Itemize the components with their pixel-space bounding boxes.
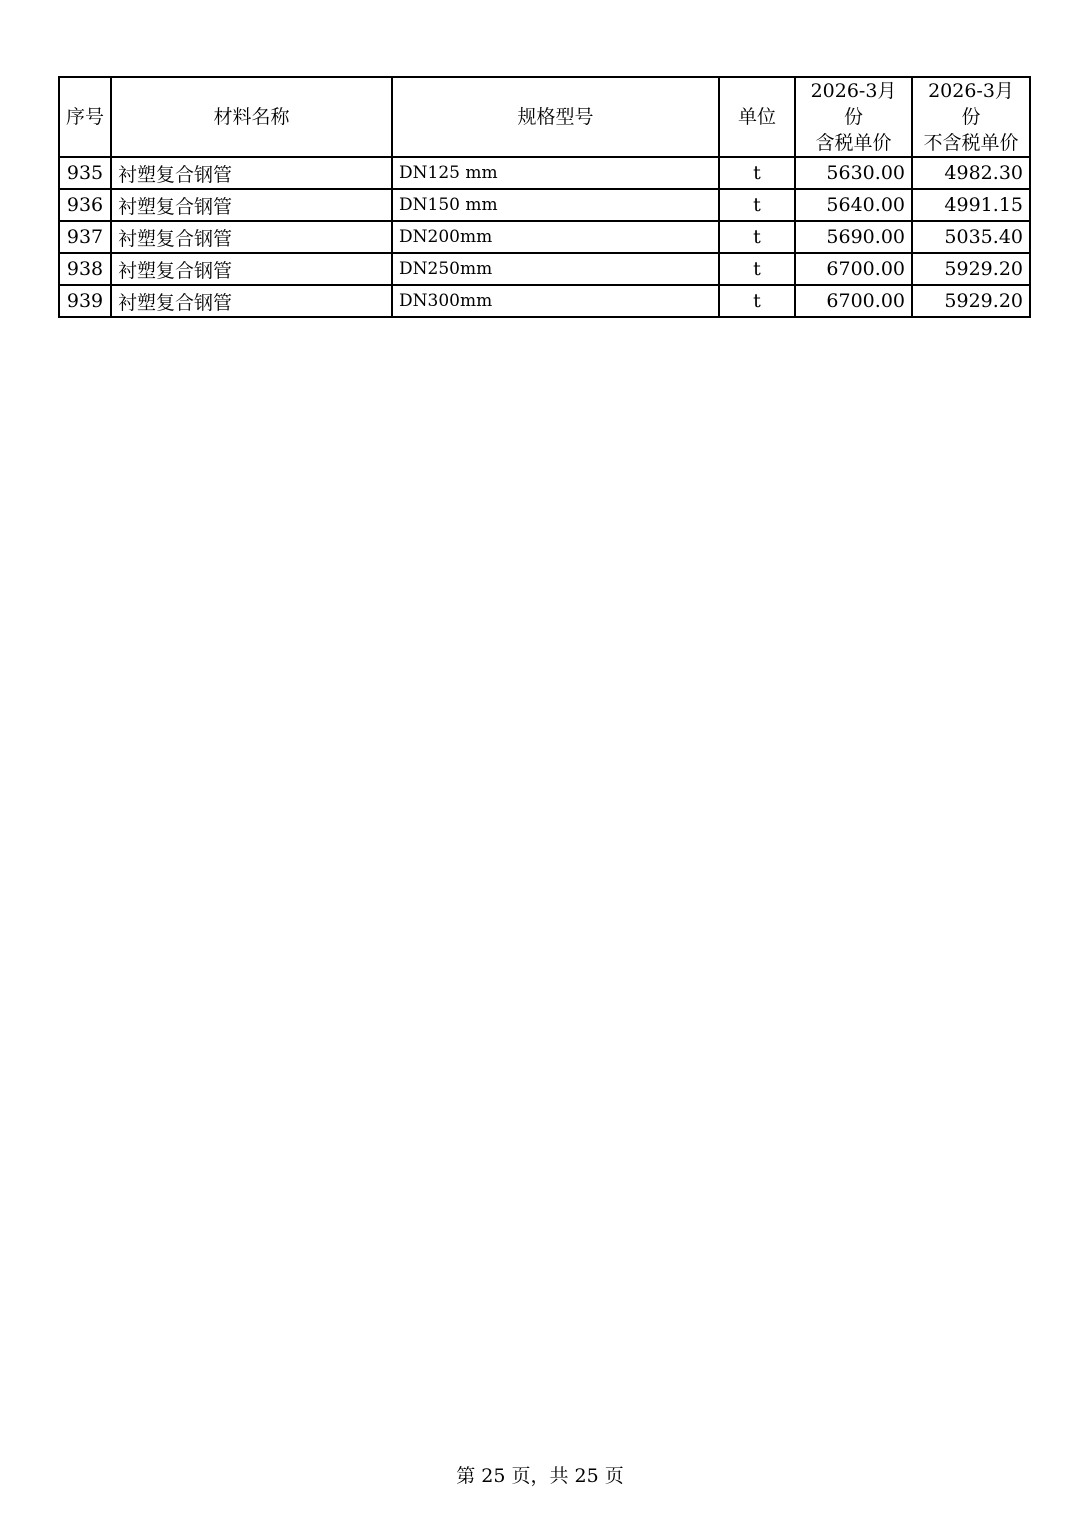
- row-name: 衬塑复合钢管: [111, 189, 392, 221]
- row-name: 衬塑复合钢管: [111, 157, 392, 189]
- table-header-row: [59, 77, 1030, 157]
- page-mid-text: 页，共: [511, 1465, 569, 1487]
- row-name: 衬塑复合钢管: [111, 221, 392, 253]
- header-price-tax-line2: 含税单价: [815, 132, 892, 154]
- row-price-tax: 6700.00: [795, 253, 912, 285]
- header-price-notax-line2: 不含税单价: [923, 132, 1019, 154]
- table-row: [59, 253, 1030, 285]
- row-spec: DN250mm: [392, 253, 719, 285]
- header-price-tax: [795, 77, 912, 157]
- header-spec: 规格型号: [392, 77, 719, 157]
- row-price-tax: 5640.00: [795, 189, 912, 221]
- header-index: 序号: [59, 77, 111, 157]
- row-unit: t: [719, 221, 795, 253]
- row-price-notax: 4991.15: [912, 189, 1030, 221]
- row-unit: t: [719, 253, 795, 285]
- row-price-tax: 6700.00: [795, 285, 912, 317]
- header-name: 材料名称: [111, 77, 392, 157]
- header-price-notax-line1: 2026-3月份: [928, 80, 1014, 128]
- row-price-notax: 5929.20: [912, 285, 1030, 317]
- row-price-notax: 4982.30: [912, 157, 1030, 189]
- row-unit: t: [719, 189, 795, 221]
- row-name: 衬塑复合钢管: [111, 253, 392, 285]
- page-prefix: 第: [456, 1465, 476, 1487]
- table-row: [59, 285, 1030, 317]
- row-unit: t: [719, 285, 795, 317]
- page-suffix: 页: [604, 1465, 624, 1487]
- table-row: [59, 221, 1030, 253]
- row-spec: DN125 mm: [392, 157, 719, 189]
- row-price-notax: 5929.20: [912, 253, 1030, 285]
- row-spec: DN150 mm: [392, 189, 719, 221]
- row-index: 938: [59, 253, 111, 285]
- header-price-tax-line1: 2026-3月份: [810, 80, 897, 128]
- table-row: [59, 189, 1030, 221]
- row-price-tax: 5630.00: [795, 157, 912, 189]
- row-price-tax: 5690.00: [795, 221, 912, 253]
- row-index: 937: [59, 221, 111, 253]
- row-unit: t: [719, 157, 795, 189]
- price-table: [58, 76, 1031, 318]
- table-row: [59, 157, 1030, 189]
- row-index: 935: [59, 157, 111, 189]
- row-index: 936: [59, 189, 111, 221]
- row-index: 939: [59, 285, 111, 317]
- page-total-number: 25: [574, 1465, 599, 1487]
- row-name: 衬塑复合钢管: [111, 285, 392, 317]
- header-unit: 单位: [719, 77, 795, 157]
- header-price-notax: [912, 77, 1030, 157]
- row-spec: DN300mm: [392, 285, 719, 317]
- row-spec: DN200mm: [392, 221, 719, 253]
- row-price-notax: 5035.40: [912, 221, 1030, 253]
- page-footer: [0, 1461, 1080, 1488]
- page-current-number: 25: [481, 1465, 506, 1487]
